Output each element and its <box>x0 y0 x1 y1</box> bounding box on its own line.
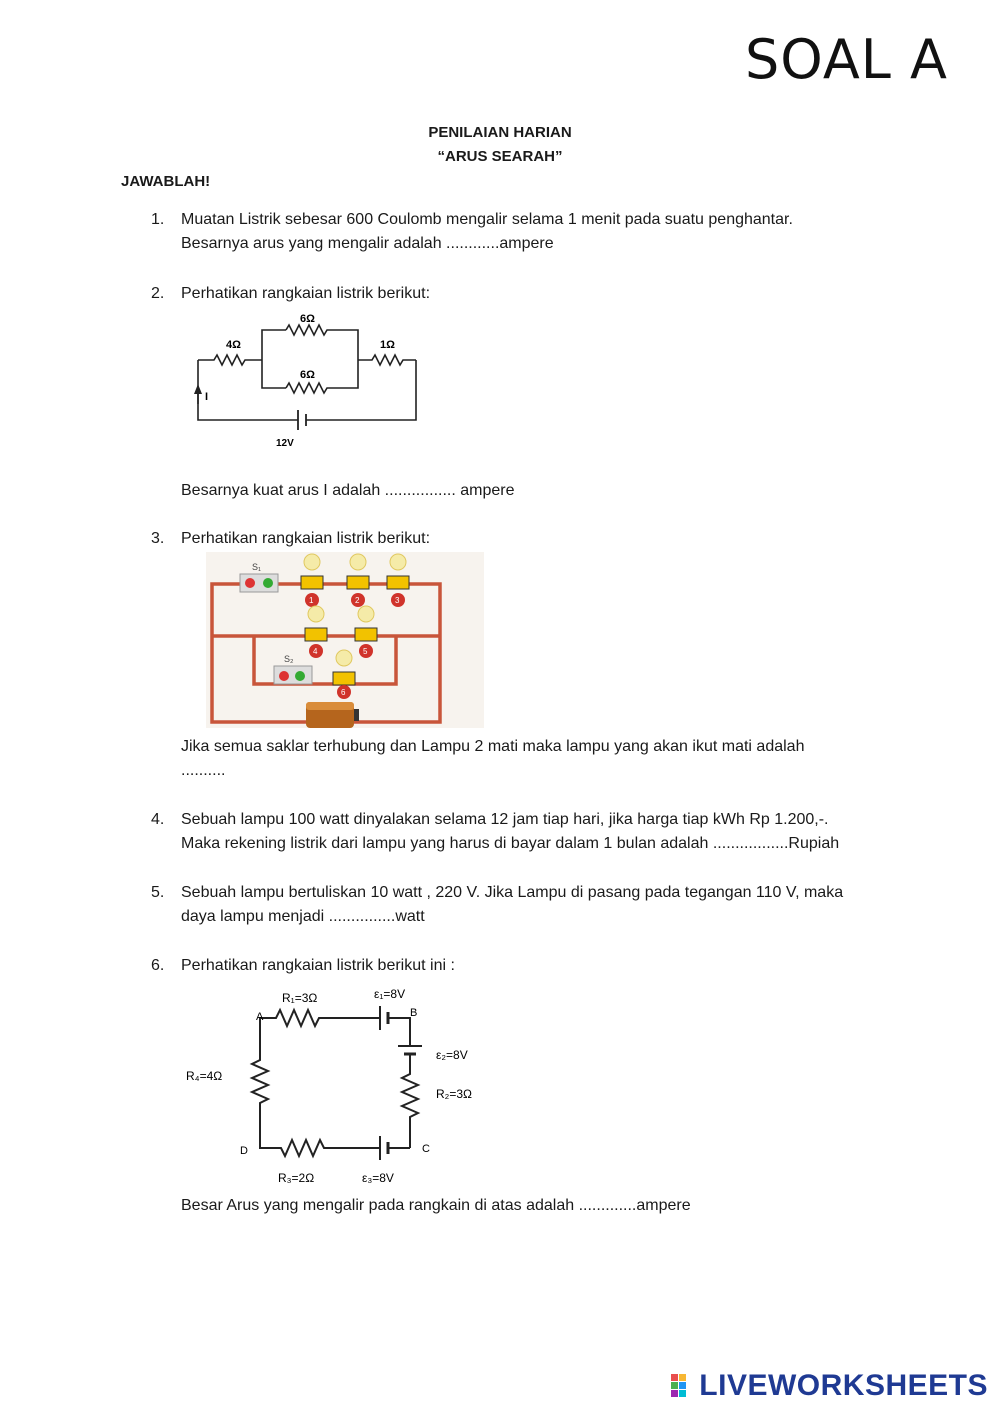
lamp-number: 6 <box>341 688 346 697</box>
question-text: Perhatikan rangkaian listrik berikut ini : <box>181 957 455 974</box>
resistor-label: R₃=2Ω <box>278 1171 315 1185</box>
liveworksheets-logo <box>671 1370 988 1402</box>
circuit-diagram-q3 <box>206 552 484 728</box>
page-subtitle: “ARUS SEARAH” <box>437 148 563 165</box>
lamp-number: 1 <box>309 596 314 605</box>
answer-text: Jika semua saklar terhubung dan Lampu 2 mati maka lampu yang akan ikut mati adalah <box>181 738 805 755</box>
emf-label: ε₁=8V <box>374 987 406 1001</box>
question-text: Besarnya arus yang mengalir adalah ............ampere <box>181 235 554 252</box>
answer-line: Besarnya kuat arus I adalah ................ ampere <box>181 482 515 499</box>
lamp-number: 5 <box>363 647 368 656</box>
lamp-number: 2 <box>355 596 360 605</box>
node-label: C <box>422 1143 430 1155</box>
soal-label: SOAL A <box>745 28 948 91</box>
question-text: Maka rekening listrik dari lampu yang harus di bayar dalam 1 bulan adalah .................Rupiah <box>181 835 840 852</box>
answer-text: .......... <box>181 762 226 779</box>
resistor-label: 1Ω <box>380 339 395 351</box>
circuit-diagram-q2 <box>190 308 430 456</box>
lamp-number: 3 <box>395 596 400 605</box>
switch-label: S₂ <box>284 654 294 664</box>
switch-label: S₁ <box>252 562 262 572</box>
question-text: Sebuah lampu bertuliskan 10 watt , 220 V. Jika Lampu di pasang pada tegangan 110 V, maka <box>181 884 844 901</box>
resistor-label: 6Ω <box>300 369 315 381</box>
resistor-label: R₄=4Ω <box>186 1069 223 1083</box>
lamp-number: 4 <box>313 647 318 656</box>
instruction: JAWABLAH! <box>121 173 211 190</box>
question-text: Perhatikan rangkaian listrik berikut: <box>181 530 431 547</box>
answer-line <box>181 735 804 783</box>
node-label: B <box>410 1007 418 1019</box>
answer-line: Besar Arus yang mengalir pada rangkain di atas adalah .............ampere <box>181 1197 691 1214</box>
question-number: 1. <box>151 211 165 228</box>
emf-label: ε₂=8V <box>436 1048 468 1062</box>
current-label: I <box>205 391 209 403</box>
question-text: Sebuah lampu 100 watt dinyalakan selama 12 jam tiap hari, jika harga tiap kWh Rp 1.200,-. <box>181 811 829 828</box>
circuit-diagram-q6 <box>184 982 484 1192</box>
question-text: Muatan Listrik sebesar 600 Coulomb mengalir selama 1 menit pada suatu penghantar. <box>181 211 793 228</box>
page-title: PENILAIAN HARIAN <box>428 124 572 141</box>
node-label: D <box>240 1145 248 1157</box>
question-number: 5. <box>151 884 165 901</box>
logo-text: LIVEWORKSHEETS <box>699 1369 988 1402</box>
resistor-label: R₂=3Ω <box>436 1087 472 1101</box>
resistor-label: 6Ω <box>300 313 315 325</box>
question-text: daya lampu menjadi ...............watt <box>181 908 425 925</box>
battery-label: 12V <box>276 438 294 449</box>
resistor-label: 4Ω <box>226 339 241 351</box>
question-text: Perhatikan rangkaian listrik berikut: <box>181 285 431 302</box>
question-number: 3. <box>151 530 165 547</box>
logo-icon <box>671 1374 695 1398</box>
emf-label: ε₃=8V <box>362 1171 394 1185</box>
question-number: 2. <box>151 285 165 302</box>
node-label: A <box>256 1011 264 1023</box>
question-number: 4. <box>151 811 165 828</box>
resistor-label: R₁=3Ω <box>282 991 318 1005</box>
question-number: 6. <box>151 957 165 974</box>
